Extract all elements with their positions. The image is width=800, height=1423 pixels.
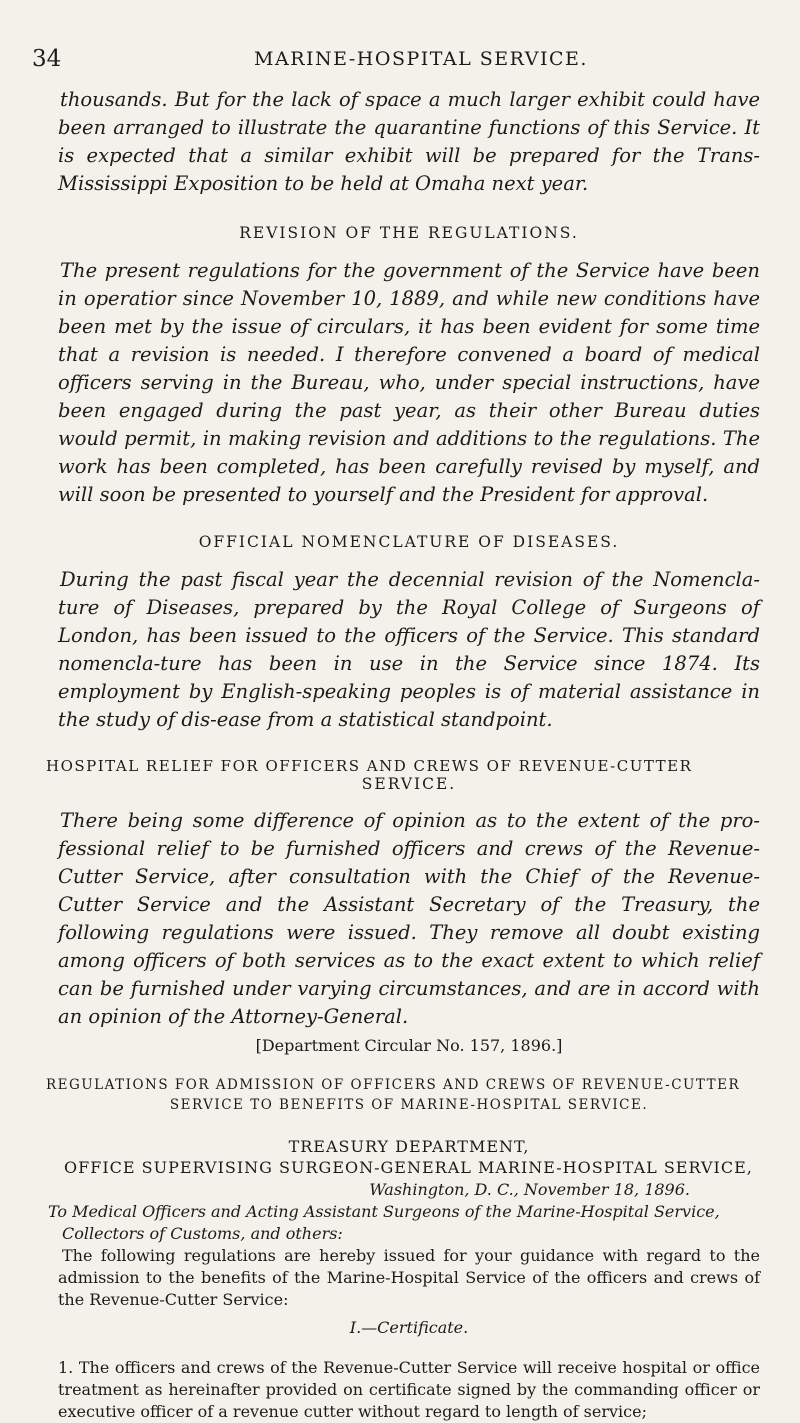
heading-regulations-admission-cont: SERVICE TO BENEFITS OF MARINE-HOSPITAL SERVICE. (169, 1097, 649, 1113)
dateline: Washington, D. C., November 18, 1896. (369, 1180, 690, 1199)
heading-regulations-admission: REGULATIONS FOR ADMISSION OF OFFICERS AND CREWS OF REVENUE-CUTTER (46, 1077, 741, 1093)
office-supervising: OFFICE SUPERVISING SURGEON-GENERAL MARINE-HOSPITAL SERVICE, (64, 1158, 753, 1177)
heading-revision-regulations: REVISION OF THE REGULATIONS. (239, 224, 579, 242)
page-number: 34 (32, 46, 62, 72)
paragraph-revision: The present regulations for the government of the Service have been in operatior since November 10, 1889, and while new conditions have been met by the issue of circulars, it has been evident for some time that a revision is needed. I therefore convened a board of medical officers serving in the Bureau, who, under special instructions, have been engaged during the past year, as their other Bureau duties would permit, in making revision and additions to the regulations. The work has been completed, has been carefully revised by myself, and will soon be presented to yourself and the President for approval. (58, 259, 760, 506)
circular-reference: [Department Circular No. 157, 1896.] (255, 1036, 563, 1055)
paragraph-nomenclature: During the past fiscal year the decennial revision of the Nomencla-ture of Diseases, prepared by the Royal College of Surgeons of London, has been issued to the officers of the Service. This standard nomencla-ture has been in use in the Service since 1874. Its employment by English-speaking peoples is of material assistance in the study of dis-ease from a statistical standpoint. (58, 568, 760, 731)
paragraph-relief: There being some difference of opinion as to the extent of the pro-fessional relief to be furnished officers and crews of the Revenue-Cutter Service, after consultation with the Chief of the Revenue-Cutter Service and the Assistant Secretary of the Treasury, the following regulations were issued. They remove all doubt existing among officers of both services as to the exact extent to which relief can be furnished under varying circumstances, and are in accord with an opinion of the Attorney-General. (58, 809, 760, 1028)
paragraph-regulations-intro: The following regulations are hereby issued for your guidance with regard to the admission to the benefits of the Marine-Hospital Service of the officers and crews of the Revenue-Cutter Service: (58, 1246, 760, 1309)
paragraph-certificate: 1. The officers and crews of the Revenue-Cutter Service will receive hospital or office treatment as hereinafter provided on certificate signed by the commanding officer or executive officer of a revenue cutter without regard to length of service; (58, 1358, 760, 1421)
running-head: MARINE-HOSPITAL SERVICE. (254, 48, 588, 70)
treasury-department: TREASURY DEPARTMENT, (288, 1137, 530, 1156)
page-header (32, 46, 760, 76)
section-certificate-title: I.—Certificate. (349, 1318, 469, 1337)
heading-hospital-relief: HOSPITAL RELIEF FOR OFFICERS AND CREWS OF REVENUE-CUTTER (46, 757, 693, 775)
address-line: To Medical Officers and Acting Assistant Surgeons of the Marine-Hospital Service, (48, 1202, 720, 1221)
paragraph-exhibit: thousands. But for the lack of space a much larger exhibit could have been arranged to illustrate the quarantine functions of this Service. It is expected that a similar exhibit will be prepared for the Trans-Mississippi Exposition to be held at Omaha next year. (58, 88, 760, 195)
body-text (46, 86, 760, 1423)
heading-hospital-relief-cont: SERVICE. (361, 775, 457, 793)
address-line-cont: Collectors of Customs, and others: (62, 1224, 343, 1243)
heading-nomenclature: OFFICIAL NOMENCLATURE OF DISEASES. (198, 533, 620, 551)
